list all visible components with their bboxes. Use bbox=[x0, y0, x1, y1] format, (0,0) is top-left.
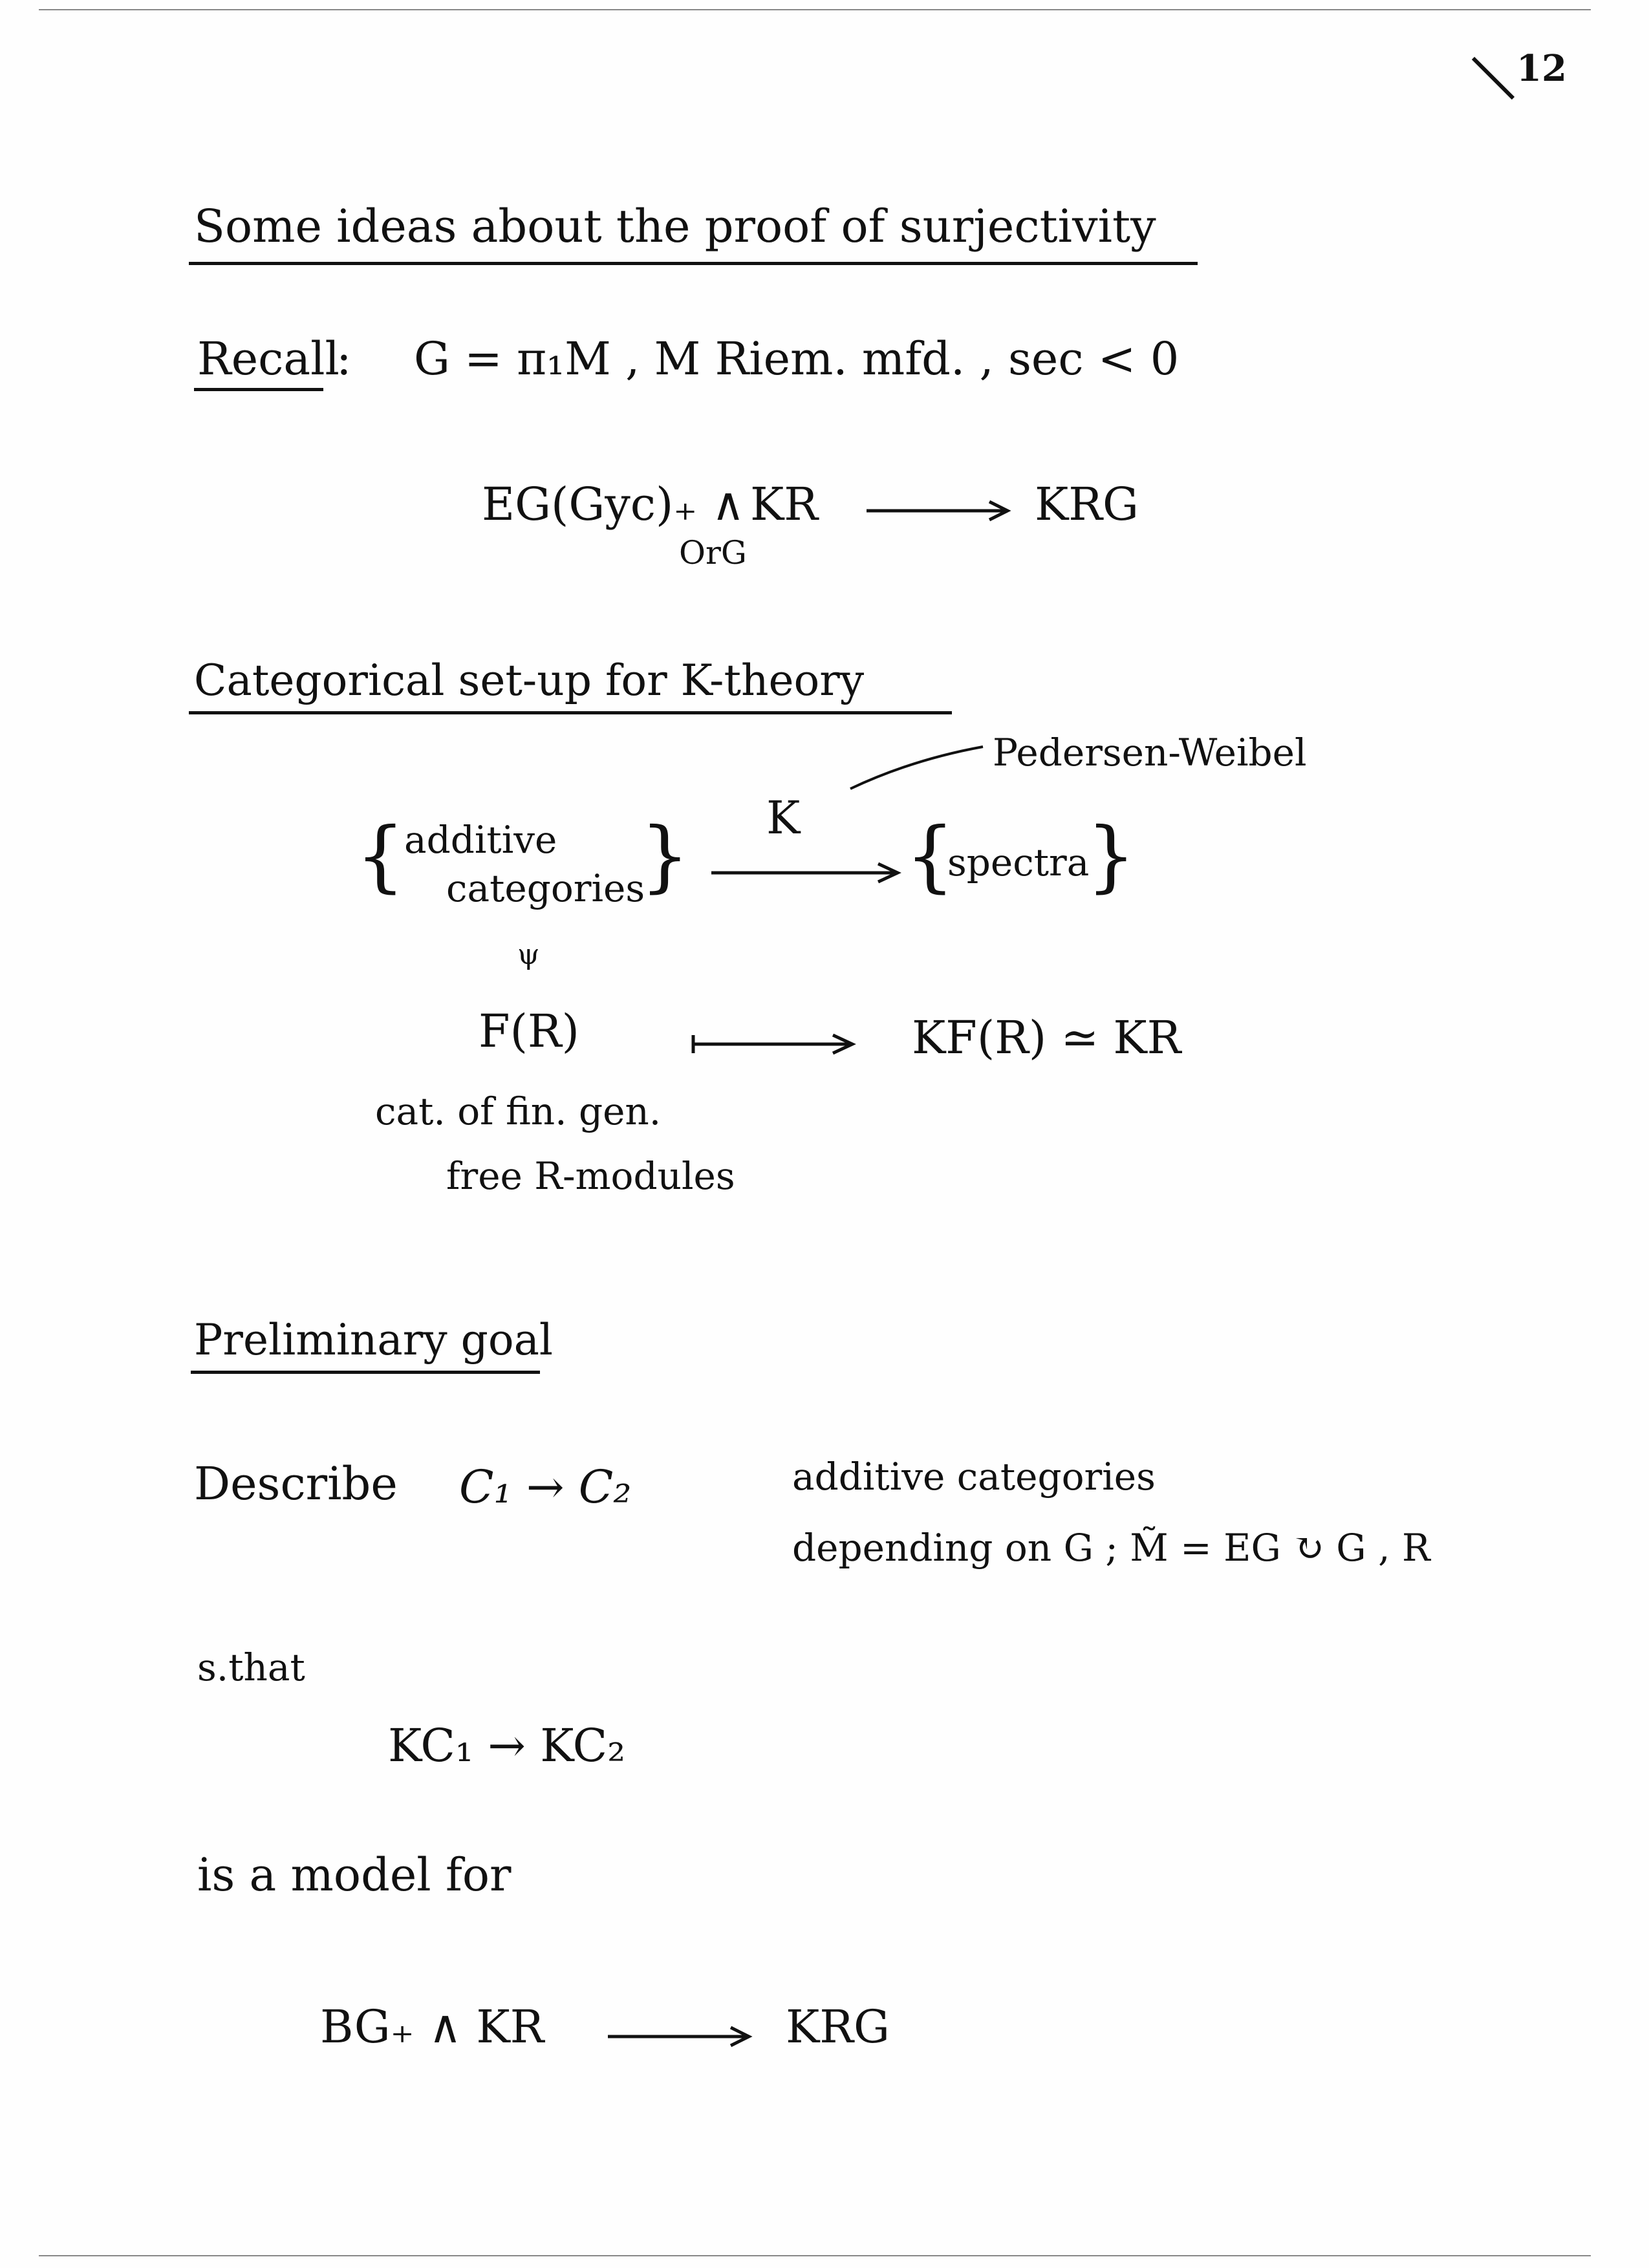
preliminary-heading: Preliminary goal bbox=[194, 1315, 554, 1365]
bottom-scan-edge bbox=[39, 2255, 1591, 2256]
final-map-lhs: BG₊ ∧ KR bbox=[320, 2000, 544, 2053]
target-close-brace: } bbox=[1086, 811, 1136, 901]
recall-colon: : bbox=[336, 332, 352, 385]
source-line-2: categories bbox=[446, 866, 645, 910]
recall-label: Recall bbox=[197, 332, 339, 385]
object-description-1: cat. of fin. gen. bbox=[375, 1089, 662, 1133]
object-label: F(R) bbox=[479, 1005, 579, 1058]
source-close-brace: } bbox=[640, 811, 690, 901]
assembly-arrow bbox=[867, 498, 1015, 524]
final-map-rhs: KRG bbox=[786, 2000, 890, 2053]
such-that-label: s.that bbox=[197, 1645, 305, 1689]
category-note-1: additive categories bbox=[792, 1455, 1156, 1499]
object-description-2: free R-modules bbox=[446, 1154, 735, 1198]
functor-label: K bbox=[766, 791, 801, 844]
categorical-heading: Categorical set-up for K-theory bbox=[194, 656, 865, 705]
category-map: C₁ → C₂ bbox=[459, 1460, 632, 1514]
page-number: 12 bbox=[1516, 47, 1567, 90]
assembly-rhs: KRG bbox=[1035, 478, 1139, 531]
model-for-label: is a model for bbox=[197, 1848, 512, 1901]
object-image: KF(R) ≃ KR bbox=[912, 1011, 1181, 1064]
describe-label: Describe bbox=[194, 1457, 398, 1510]
top-scan-edge bbox=[39, 9, 1591, 10]
final-arrow bbox=[608, 2024, 757, 2049]
heading-underline bbox=[189, 262, 1198, 265]
k-theory-map: KC₁ → KC₂ bbox=[388, 1719, 626, 1772]
page-heading: Some ideas about the proof of surjectivity bbox=[194, 200, 1156, 253]
preliminary-underline bbox=[191, 1371, 540, 1374]
membership-symbol: ψ bbox=[517, 938, 540, 971]
maps-to-arrow bbox=[692, 1031, 860, 1057]
target-label: spectra bbox=[947, 840, 1090, 884]
annotation-pointer bbox=[847, 744, 989, 795]
assembly-lhs-subscript: OrG bbox=[679, 534, 747, 572]
page-number-slash bbox=[1468, 52, 1520, 103]
recall-statement: G = π₁M , M Riem. mfd. , sec < 0 bbox=[414, 332, 1180, 385]
assembly-middle: KR bbox=[750, 478, 818, 531]
assembly-lhs: EG(Gyc)₊ ∧ bbox=[482, 478, 745, 531]
recall-underline bbox=[194, 388, 323, 391]
source-open-brace: { bbox=[356, 811, 405, 901]
target-open-brace: { bbox=[905, 811, 955, 901]
category-note-2: depending on G ; M̃ = EG ↻ G , R bbox=[792, 1526, 1430, 1570]
pedersen-weibel-note: Pedersen-Weibel bbox=[993, 731, 1307, 775]
functor-arrow bbox=[711, 860, 905, 886]
categorical-underline bbox=[189, 711, 952, 714]
source-line-1: additive bbox=[404, 818, 557, 862]
